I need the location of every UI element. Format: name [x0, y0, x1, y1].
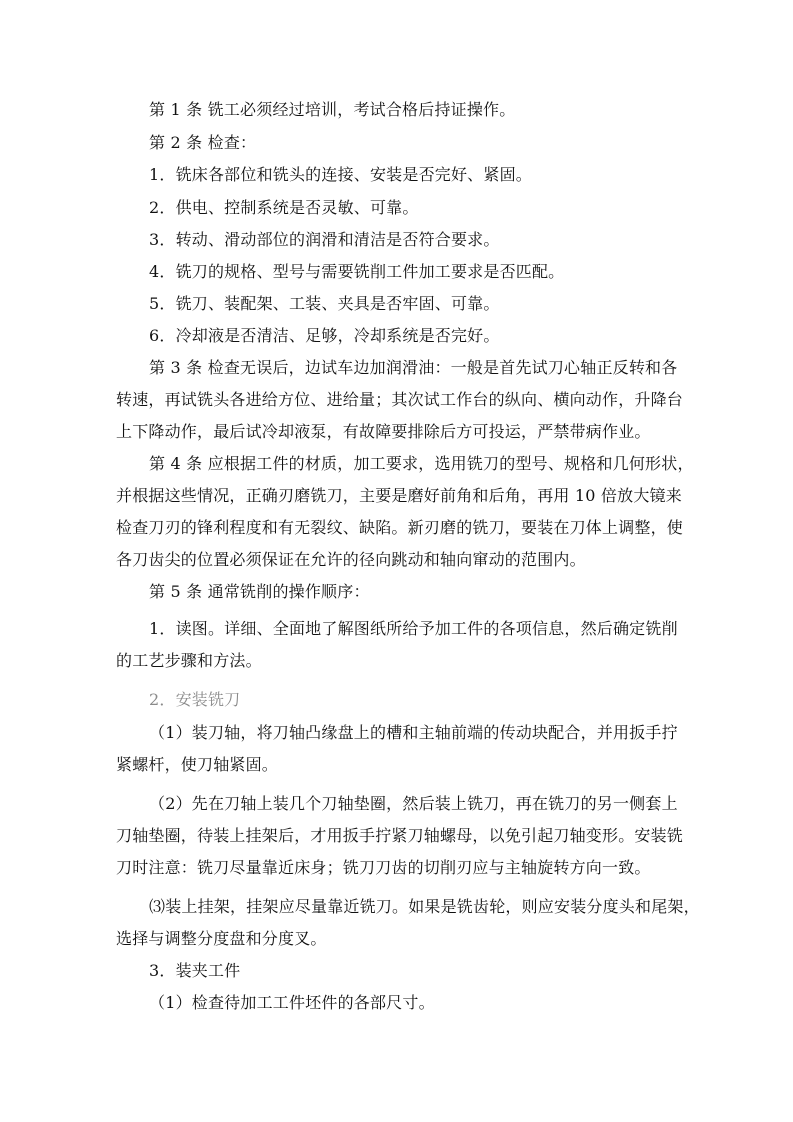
text-line: 各刀齿尖的位置必须保证在允许的径向跳动和轴向窜动的范围内。 — [116, 550, 586, 569]
text-line: 检查刀刃的锋利程度和有无裂纹、缺陷。新刃磨的铣刀，要装在刀体上调整，使 — [116, 518, 684, 537]
text-line: 选择与调整分度盘和分度叉。 — [116, 929, 327, 948]
text-line: 2．供电、控制系统是否灵敏、可靠。 — [149, 198, 419, 217]
text-line: 1．读图。详细、全面地了解图纸所给予加工件的各项信息，然后确定铣削 — [149, 619, 678, 638]
text-line: （1）检查待加工工件坯件的各部尺寸。 — [149, 993, 435, 1012]
text-line: 刀轴垫圈，待装上挂架后，才用扳手拧紧刀轴螺母，以免引起刀轴变形。安装铣 — [116, 826, 684, 845]
text-line: 第 4 条 应根据工件的材质，加工要求，选用铣刀的型号、规格和几何形状， — [149, 454, 694, 473]
text-line: （1）装刀轴，将刀轴凸缘盘上的槽和主轴前端的传动块配合，并用扳手拧 — [149, 723, 678, 742]
text-line: 转速，再试铣头各进给方位、进给量；其次试工作台的纵向、横向动作，升降台 — [116, 390, 684, 409]
text-line: 4．铣刀的规格、型号与需要铣削工件加工要求是否匹配。 — [149, 262, 565, 281]
text-line: （2）先在刀轴上装几个刀轴垫圈，然后装上铣刀，再在铣刀的另一侧套上 — [149, 794, 678, 813]
text-line: 第 5 条 通常铣削的操作顺序： — [149, 582, 370, 601]
text-line: 2．安装铣刀 — [149, 690, 241, 709]
text-line: 并根据这些情况，正确刃磨铣刀，主要是磨好前角和后角，再用 10 倍放大镜来 — [116, 486, 682, 505]
text-line: 的工艺步骤和方法。 — [116, 651, 262, 670]
text-line: 5．铣刀、装配架、工装、夹具是否牢固、可靠。 — [149, 294, 500, 313]
text-line: 上下降动作，最后试冷却液泵，有故障要排除后方可投运，严禁带病作业。 — [116, 422, 651, 441]
text-line: 第 1 条 铣工必须经过培训，考试合格后持证操作。 — [149, 100, 516, 119]
text-line: 3．装夹工件 — [149, 961, 241, 980]
text-line: 3．转动、滑动部位的润滑和清洁是否符合要求。 — [149, 230, 500, 249]
text-line: 第 3 条 检查无误后，边试车边加润滑油：一般是首先试刀心轴正反转和各 — [149, 358, 678, 377]
text-line: 6．冷却液是否清洁、足够，冷却系统是否完好。 — [149, 326, 500, 345]
text-line: ⑶装上挂架，挂架应尽量靠近铣刀。如果是铣齿轮，则应安装分度头和尾架， — [149, 897, 700, 916]
text-line: 1．铣床各部位和铣头的连接、安装是否完好、紧固。 — [149, 165, 532, 184]
text-line: 紧螺杆，使刀轴紧固。 — [116, 755, 279, 774]
text-line: 第 2 条 检查： — [149, 133, 257, 152]
text-line: 刀时注意：铣刀尽量靠近床身；铣刀刀齿的切削刃应与主轴旋转方向一致。 — [116, 858, 651, 877]
